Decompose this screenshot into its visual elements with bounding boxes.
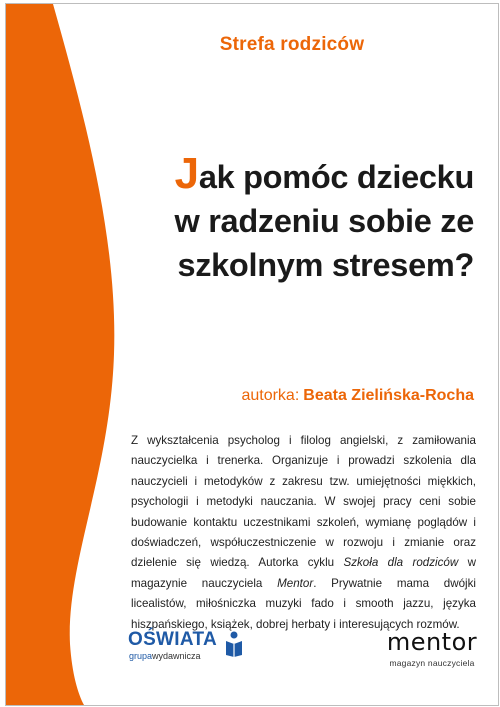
bio-text-1: Z wykształcenia psycholog i filolog angielski, z zamiłowania nauczycielka i trenerka. Organizuje i prowadzi szkolenia dla nauczycieli i metodyków z zakresu tzw. umiejętności miękkich, psychologii i metodyki nauczania. W swojej pracy ceni sobie budowanie kontaktu uczestnikami szkoleń, wymianę poglądów i doświadczeń, współuczestniczenie w rozwoju i zmianie oraz dzielenie się wiedzą. Autorka cyklu: [131, 434, 476, 570]
author-prefix: autorka:: [241, 387, 300, 404]
mentor-logo-word: mentor: [386, 628, 478, 656]
title-line-1: [174, 149, 474, 199]
title-initial: J: [174, 149, 199, 198]
oswiata-logo-subtitle: [129, 651, 201, 661]
author-name: Beata Zielińska-Rocha: [303, 387, 474, 404]
title-line-3: szkolnym stresem?: [177, 247, 474, 283]
mentor-logo: [382, 630, 482, 666]
mentor-logo-subtitle: magazyn nauczyciela: [389, 658, 475, 668]
series-label: Strefa rodziców: [219, 34, 365, 55]
bio-text-2: w magazynie nauczyciela: [131, 556, 476, 590]
bio-paragraph: [131, 431, 476, 635]
orange-wave-decoration: [6, 4, 146, 705]
book-reader-icon: [224, 631, 244, 657]
title-line-1-rest: ak pomóc dziecku: [198, 159, 474, 195]
article-title: [174, 149, 474, 287]
author-bio: [131, 431, 476, 635]
author-line: [241, 387, 474, 405]
bio-series-title: Szkoła dla rodziców: [343, 556, 459, 570]
bio-text-3: . Prywatnie mama dwójki licealistów, miłośniczka muzyki fado i smooth jazzu, języka hiszpańskiego, książek, dobrej herbaty i interesujących rozmów.: [131, 576, 476, 631]
oswiata-logo: [128, 629, 248, 663]
oswiata-sub-a: grupa: [129, 651, 153, 661]
title-line-2: w radzeniu sobie ze: [174, 203, 474, 239]
oswiata-logo-word: OŚWIATA: [128, 629, 217, 650]
bio-magazine-name: Mentor: [277, 576, 314, 590]
page: [5, 3, 499, 706]
oswiata-sub-b: wydawnicza: [152, 651, 201, 661]
